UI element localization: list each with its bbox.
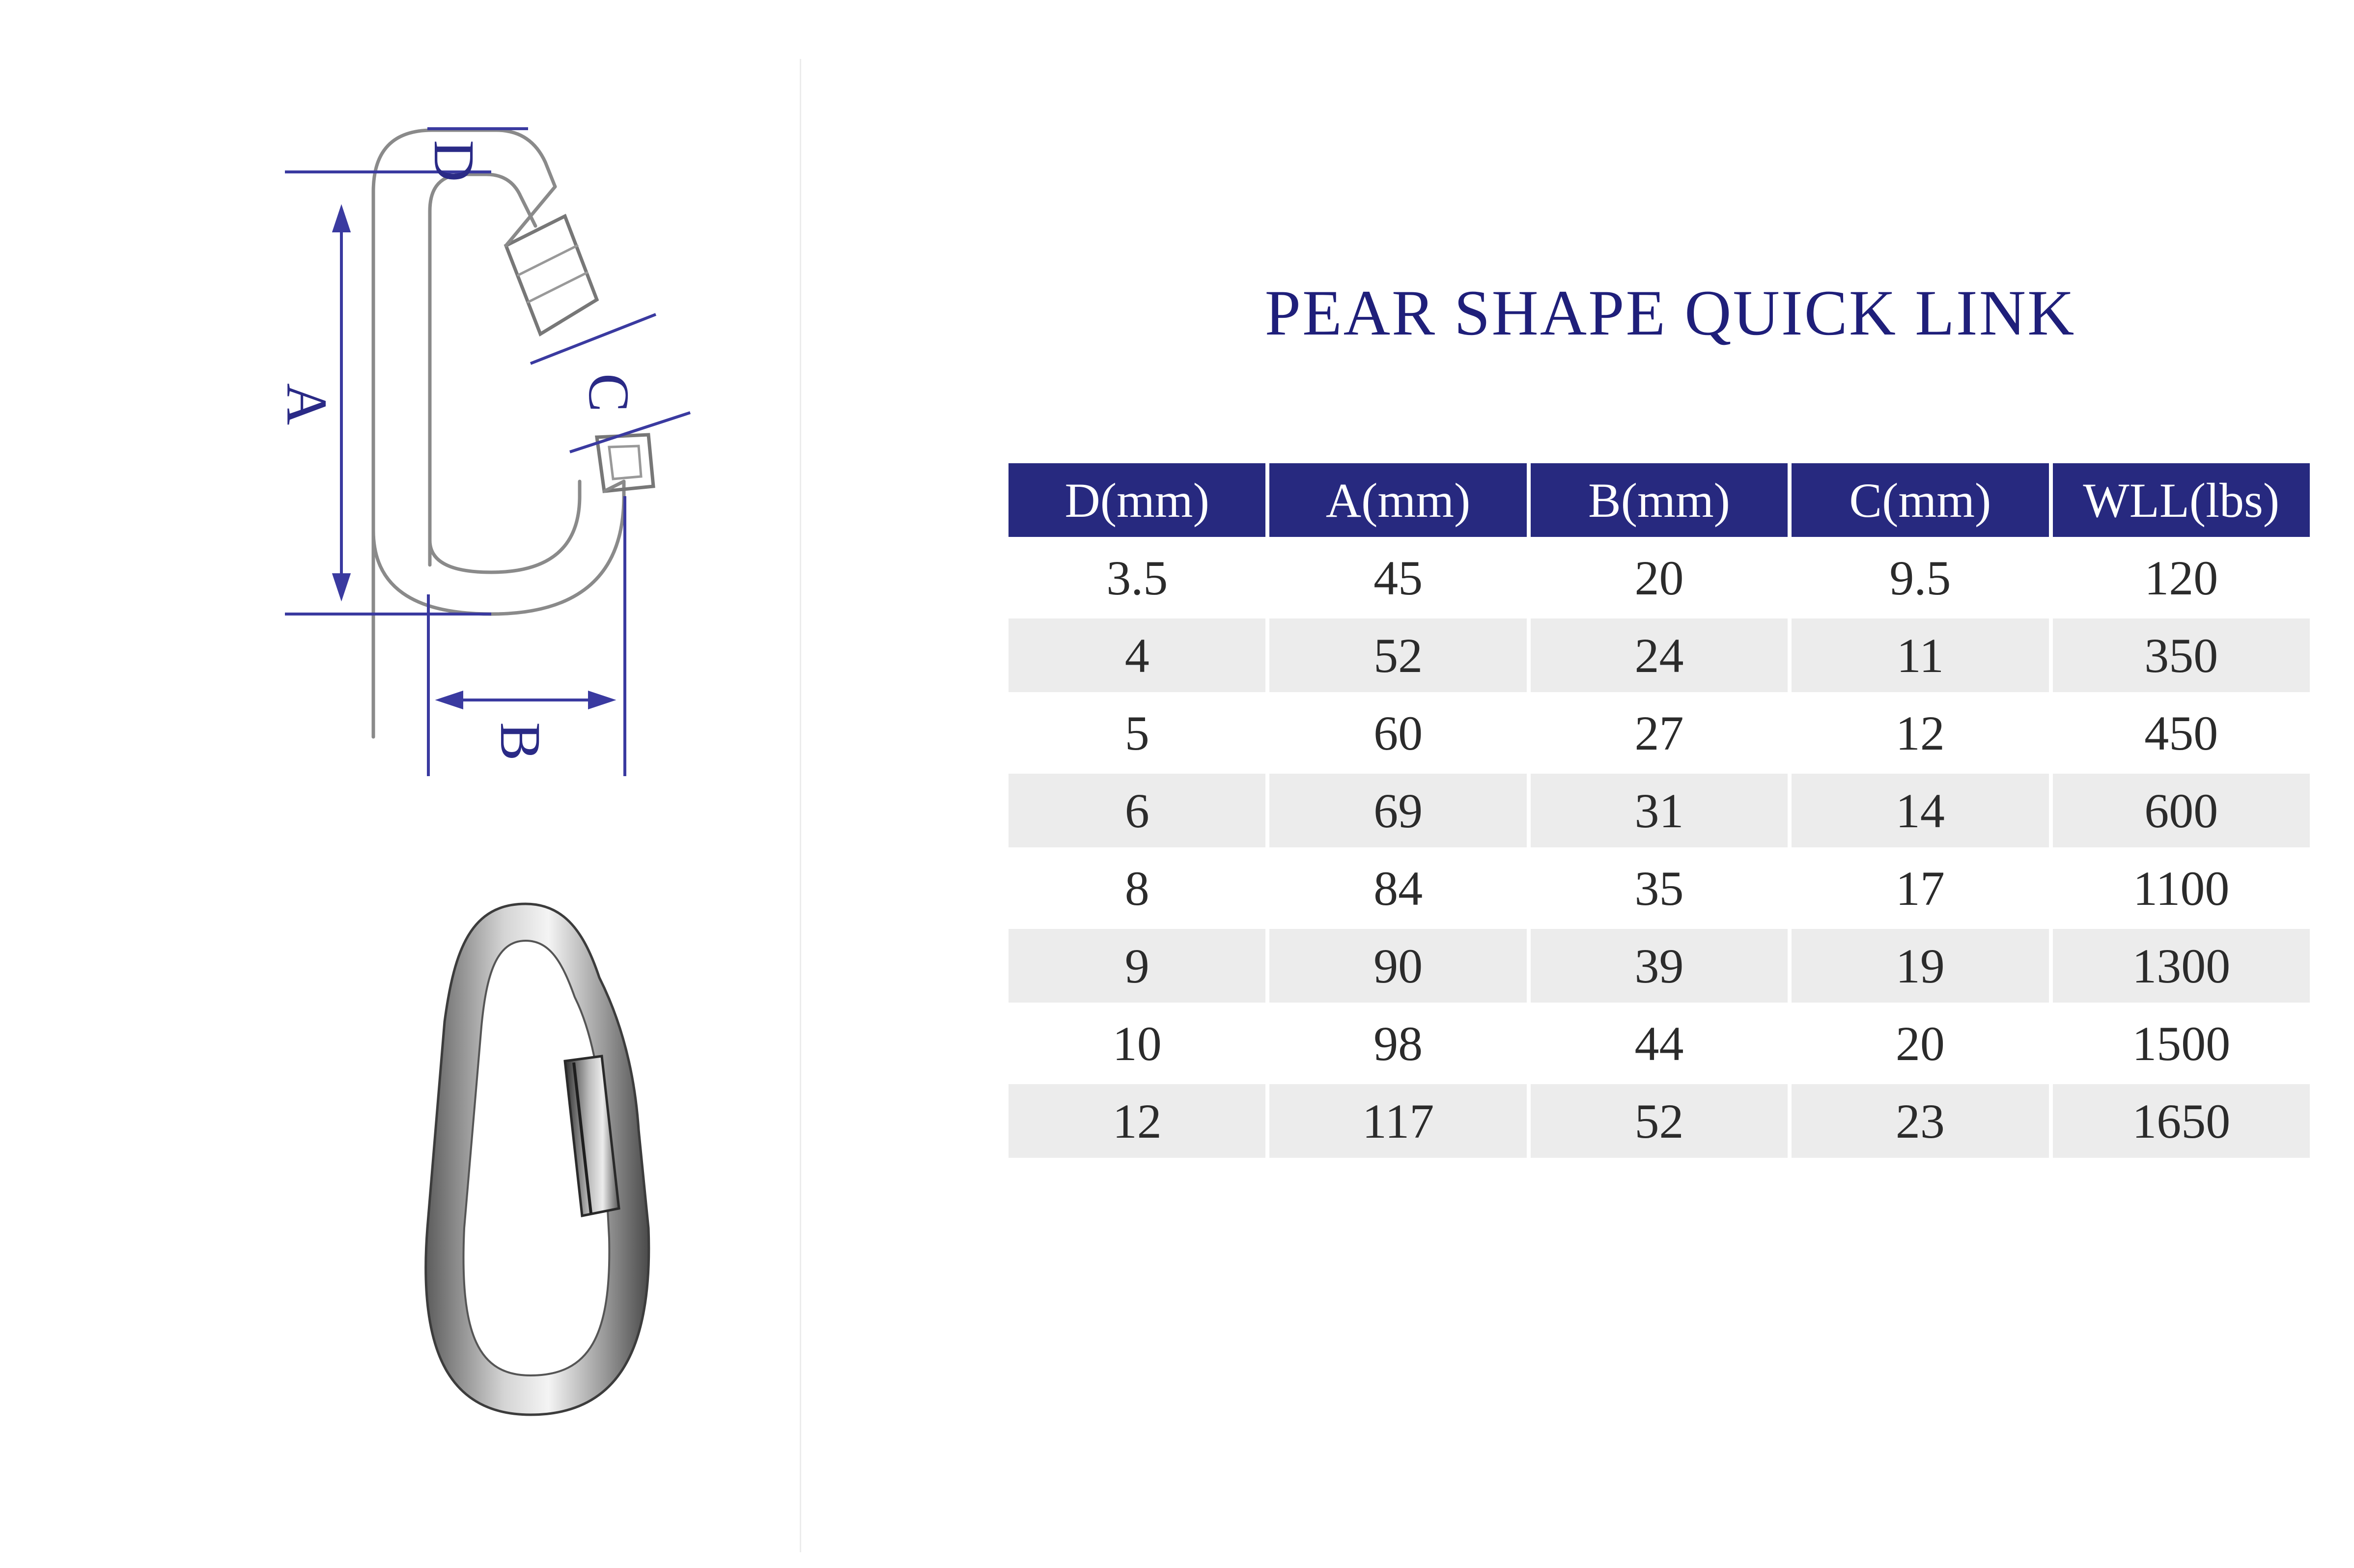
cell-b: 44 xyxy=(1634,1016,1684,1071)
cell-wll: 1300 xyxy=(2053,929,2310,1003)
cell-c: 17 xyxy=(1895,861,1945,916)
dim-label-c: C xyxy=(577,373,641,412)
cell-a: 90 xyxy=(1269,929,1526,1003)
sleeve-lines xyxy=(518,246,587,302)
cell-c: 20 xyxy=(1895,1016,1945,1071)
cell-wll: 350 xyxy=(2053,618,2310,692)
cell-a: 52 xyxy=(1269,618,1526,692)
cell-d: 8 xyxy=(1124,861,1149,916)
cell-a: 84 xyxy=(1373,861,1423,916)
cell-wll: 1500 xyxy=(2132,1016,2231,1071)
panel-divider xyxy=(800,59,801,1552)
table-row xyxy=(1009,541,2310,615)
cell-b: 24 xyxy=(1531,618,1788,692)
spec-table xyxy=(1005,459,2314,1162)
thread-inner xyxy=(609,446,641,479)
cell-d: 10 xyxy=(1112,1016,1162,1071)
link-inner-lower xyxy=(430,481,580,572)
cell-c: 19 xyxy=(1792,929,2048,1003)
cell-wll: 600 xyxy=(2053,774,2310,847)
table-row xyxy=(1009,929,2310,1003)
header-b: B(mm) xyxy=(1531,463,1788,537)
link-inner-upper xyxy=(430,174,535,565)
cell-a: 45 xyxy=(1373,550,1423,605)
cell-wll: 450 xyxy=(2144,705,2218,760)
table-row xyxy=(1009,1007,2310,1080)
table-row xyxy=(1009,851,2310,925)
cell-c: 9.5 xyxy=(1889,550,1951,605)
cell-b: 52 xyxy=(1531,1084,1788,1158)
cell-d: 6 xyxy=(1009,774,1265,847)
gate-upper xyxy=(506,187,555,246)
dim-a-arrow-top xyxy=(334,209,349,231)
dimension-lines xyxy=(285,129,690,776)
cell-c: 23 xyxy=(1792,1084,2048,1158)
cell-d: 9 xyxy=(1009,929,1265,1003)
table-row xyxy=(1009,774,2310,847)
cell-d: 3.5 xyxy=(1106,550,1168,605)
header-c: C(mm) xyxy=(1792,463,2048,537)
cell-wll: 120 xyxy=(2144,550,2218,605)
cell-b: 39 xyxy=(1531,929,1788,1003)
cell-a: 60 xyxy=(1373,705,1423,760)
cell-d: 12 xyxy=(1009,1084,1265,1158)
cell-d: 5 xyxy=(1124,705,1149,760)
dim-label-a: A xyxy=(275,383,339,425)
dim-b-arrow-right xyxy=(589,693,612,707)
page-title: PEAR SHAPE QUICK LINK xyxy=(1264,277,2076,349)
dim-c-top xyxy=(531,314,656,364)
header-a: A(mm) xyxy=(1269,463,1526,537)
cell-a: 69 xyxy=(1269,774,1526,847)
cell-a: 98 xyxy=(1373,1016,1423,1071)
dim-label-b: B xyxy=(488,722,553,761)
table-row xyxy=(1009,618,2310,692)
technical-drawing xyxy=(373,130,653,737)
dim-b-arrow-left xyxy=(440,693,462,707)
cell-wll: 1650 xyxy=(2053,1084,2310,1158)
cell-d: 4 xyxy=(1009,618,1265,692)
cell-b: 27 xyxy=(1634,705,1684,760)
table-row xyxy=(1009,1084,2310,1158)
dim-label-d: D xyxy=(422,140,486,182)
cell-a: 117 xyxy=(1269,1084,1526,1158)
cell-b: 20 xyxy=(1634,550,1684,605)
table-row xyxy=(1009,696,2310,770)
quick-link-diagram xyxy=(0,0,806,1568)
header-wll: WLL(lbs) xyxy=(2053,463,2310,537)
cell-c: 14 xyxy=(1792,774,2048,847)
table-header-row xyxy=(1009,463,2310,537)
cell-c: 12 xyxy=(1895,705,1945,760)
cell-c: 11 xyxy=(1792,618,2048,692)
dim-a-arrow-bottom xyxy=(334,575,349,597)
cell-b: 35 xyxy=(1634,861,1684,916)
header-d: D(mm) xyxy=(1009,463,1265,537)
cell-wll: 1100 xyxy=(2133,861,2230,916)
quick-link-photo xyxy=(426,904,649,1415)
cell-b: 31 xyxy=(1531,774,1788,847)
